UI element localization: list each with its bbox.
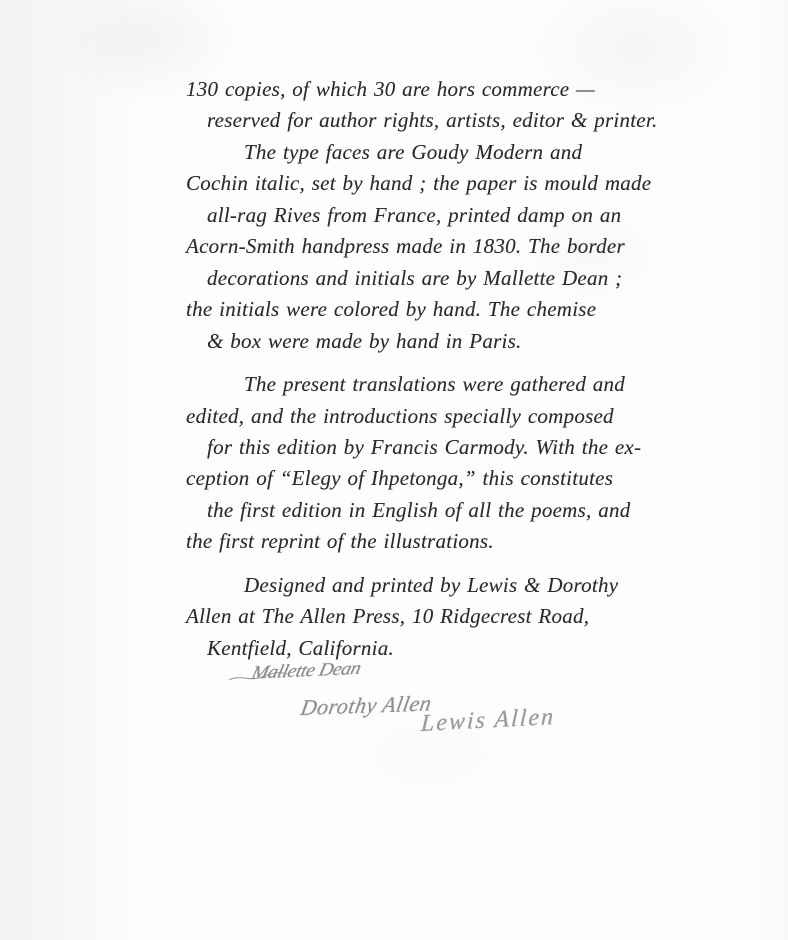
colophon-line: The type faces are Goudy Modern and [244, 139, 583, 164]
colophon-line: & box were made by hand in Paris. [207, 328, 522, 353]
signature-mallette-dean: Mallette Dean [249, 658, 363, 684]
colophon-paragraph [186, 570, 646, 664]
signature-lewis-allen: Lewis Allen [420, 703, 556, 738]
colophon-line: for this edition by Francis Carmody. With the ex- [207, 434, 642, 459]
colophon-line: The present translations were gathered and [244, 372, 626, 397]
colophon-line: Cochin italic, set by hand ; the paper is mould made [186, 171, 652, 196]
colophon-line: edited, and the introductions specially composed [186, 403, 614, 428]
colophon-line: 130 copies, of which 30 are hors commerce — [186, 77, 595, 101]
colophon-line: ception of “Elegy of Ihpetonga,” this constitutes [186, 466, 614, 491]
colophon-line: Kentfield, California. [207, 635, 394, 660]
colophon-line: all-rag Rives from France, printed damp on an [207, 202, 622, 227]
colophon-line: the first edition in English of all the poems, and [207, 497, 631, 522]
colophon-line: the initials were colored by hand. The chemise [186, 297, 597, 322]
colophon-line: Designed and printed by Lewis & Dorothy [244, 572, 619, 597]
colophon-paragraph [186, 74, 658, 357]
colophon-paragraph [186, 369, 646, 558]
colophon-line: Allen at The Allen Press, 10 Ridgecrest Road, [186, 604, 590, 629]
colophon-line: decorations and initials are by Mallette Dean ; [207, 265, 623, 290]
signature-dorothy-allen: Dorothy Allen [298, 690, 434, 721]
colophon-line: the first reprint of the illustrations. [186, 529, 494, 554]
colophon-line: Acorn-Smith handpress made in 1830. The border [186, 234, 625, 259]
colophon-line: reserved for author rights, artists, editor & printer. [207, 108, 658, 133]
colophon-text [186, 74, 658, 664]
